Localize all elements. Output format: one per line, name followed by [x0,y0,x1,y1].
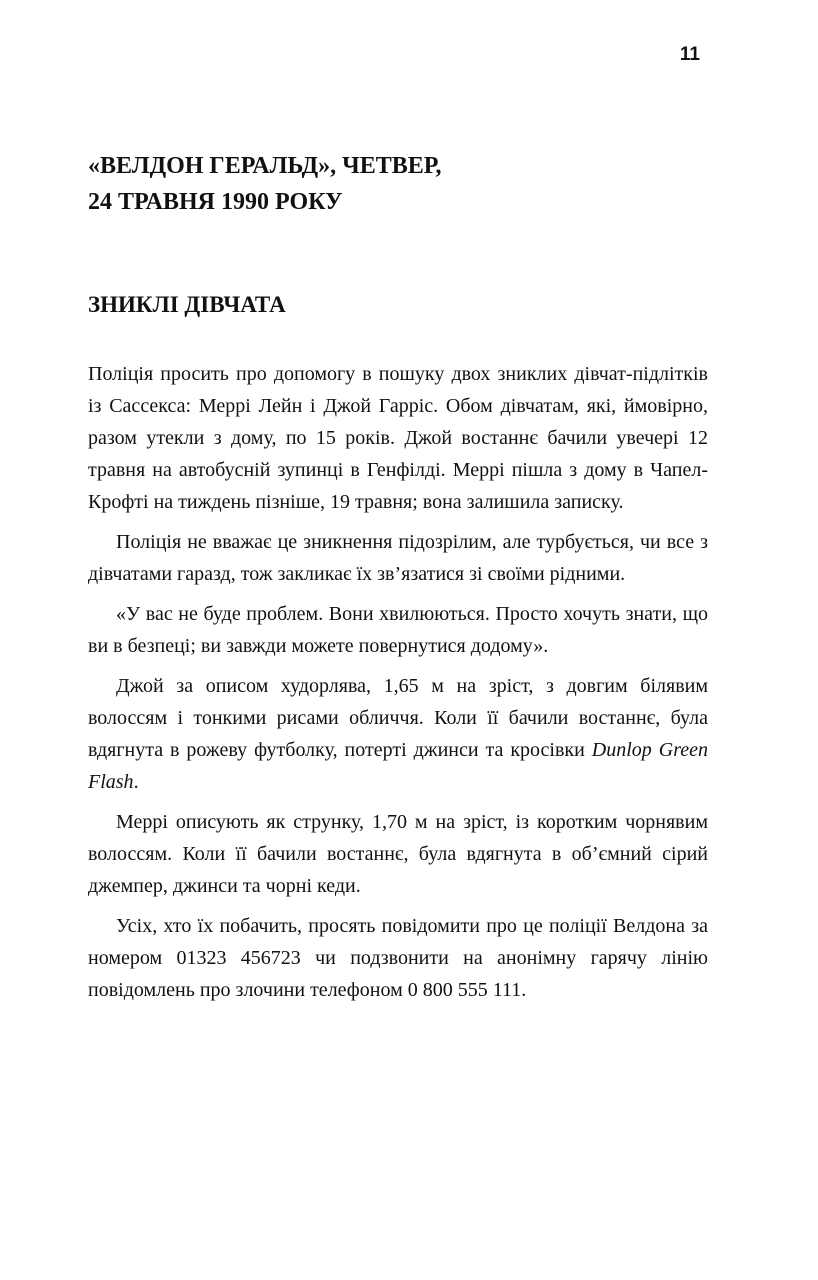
heading-line-2: 24 ТРАВНЯ 1990 РОКУ [88,189,343,215]
paragraph-4-text: Джой за описом худорлява, 1,65 м на зріст, з довгим білявим волоссям і тонкими рисами обличчя. Коли її бачили востаннє, була вдягнута в рожеву футболку, потерті джинси та кросівки [88,675,708,761]
page-number: 11 [679,44,700,65]
heading-line-1: «ВЕЛДОН ГЕРАЛЬД», ЧЕТВЕР, [88,153,442,179]
page-content [88,148,708,1006]
article-title: ЗНИКЛІ ДІВЧАТА [88,292,286,317]
paragraph-6: Усіх, хто їх побачить, просять повідомити про це поліції Велдона за номером 01323 456723 чи подзвонити на анонімну гарячу лінію повідомлень про злочини телефоном 0 800 555 111. [88,915,708,1001]
paragraph-5: Меррі описують як струнку, 1,70 м на зріст, із коротким чорнявим волоссям. Коли її бачили востаннє, була вдягнута в об’ємний сірий джемпер, джинси та чорні кеди. [88,811,708,897]
paragraph-1: Поліція просить про допомогу в пошуку двох зниклих дівчат-підлітків із Сассекса: Меррі Лейн і Джой Гарріс. Обом дівчатам, які, ймовірно, разом утекли з дому, по 15 років. Джой востаннє бачили увечері 12 травня на автобусній зупинці в Генфілді. Меррі пішла з дому в Чапел-Крофті на тиждень пізніше, 19 травня; вона залишила записку. [88,363,708,513]
brand-name: Dunlop Green Flash [88,739,708,793]
paragraph-4 [88,670,708,798]
paragraph-2: Поліція не вважає це зникнення підозрілим, але турбується, чи все з дівчатами гаразд, тож закликає їх зв’язатися зі своїми рідними. [88,531,708,585]
article-body [88,358,708,1006]
paragraph-3: «У вас не буде проблем. Вони хвилюються. Просто хочуть знати, що ви в безпеці; ви завжди можете повернутися додому». [88,603,708,657]
paragraph-4-end: . [133,771,139,793]
newspaper-heading [88,148,708,220]
